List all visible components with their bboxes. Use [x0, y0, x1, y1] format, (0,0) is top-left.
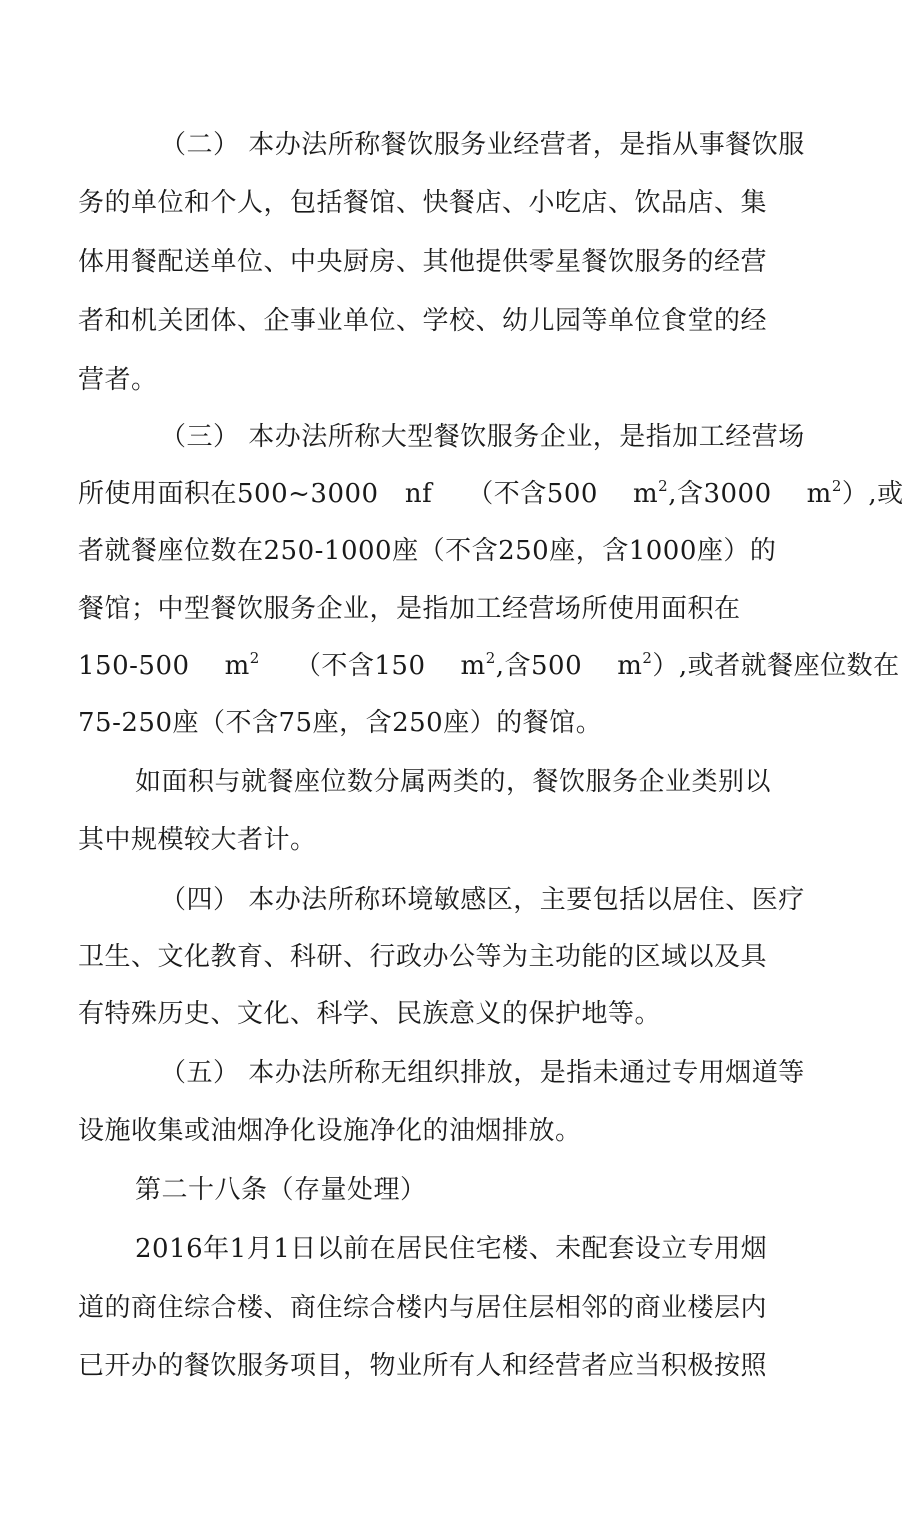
- paragraph-2-line-1: （二） 本办法所称餐饮服务业经营者，是指从事餐饮服: [160, 130, 805, 160]
- text-segment: ）,或者就餐座位数在: [652, 651, 900, 681]
- paragraph-4-line-1: （四） 本办法所称环境敏感区，主要包括以居住、医疗: [160, 885, 805, 915]
- stock-paragraph-line-1: 2016年1月1日以前在居民住宅楼、未配套设立专用烟: [135, 1234, 768, 1264]
- paragraph-3-line-2: [78, 478, 904, 510]
- text-segment: （不含150 m: [259, 651, 486, 681]
- paragraph-3-line-1: （三） 本办法所称大型餐饮服务企业，是指加工经营场: [160, 422, 805, 452]
- text-segment: ,含3000 m: [668, 479, 832, 509]
- paragraph-2-line-3: 体用餐配送单位、中央厨房、其他提供零星餐饮服务的经营: [78, 247, 768, 277]
- stock-paragraph-line-3: 已开办的餐饮服务项目，物业所有人和经营者应当积极按照: [78, 1351, 768, 1381]
- note-line-1: 如面积与就餐座位数分属两类的，餐饮服务企业类别以: [135, 767, 772, 797]
- text-segment: ）,或: [841, 479, 904, 509]
- paragraph-3-line-5: [78, 650, 900, 682]
- paragraph-3-line-4: 餐馆；中型餐饮服务企业，是指加工经营场所使用面积在: [78, 594, 741, 624]
- superscript: 2: [249, 649, 260, 667]
- paragraph-4-line-2: 卫生、文化教育、科研、行政办公等为主功能的区域以及具: [78, 942, 768, 972]
- superscript: 2: [831, 477, 842, 495]
- paragraph-4-line-3: 有特殊历史、文化、科学、民族意义的保护地等。: [78, 999, 662, 1029]
- superscript: 2: [485, 649, 496, 667]
- paragraph-3-line-3: 者就餐座位数在250-1000座（不含250座，含1000座）的: [78, 536, 777, 566]
- paragraph-2-line-4: 者和机关团体、企事业单位、学校、幼儿园等单位食堂的经: [78, 306, 768, 336]
- note-line-2: 其中规模较大者计。: [78, 825, 317, 855]
- superscript: 2: [658, 477, 669, 495]
- text-segment: 所使用面积在500~3000 nf （不含500 m: [78, 479, 659, 509]
- paragraph-2-line-5: 营者。: [78, 365, 158, 395]
- paragraph-3-line-6: 75-250座（不含75座，含250座）的餐馆。: [78, 708, 603, 738]
- text-segment: 150-500 m: [78, 651, 250, 681]
- text-segment: ,含500 m: [495, 651, 643, 681]
- paragraph-5-line-1: （五） 本办法所称无组织排放，是指未通过专用烟道等: [160, 1058, 805, 1088]
- paragraph-2-line-2: 务的单位和个人，包括餐馆、快餐店、小吃店、饮品店、集: [78, 188, 768, 218]
- superscript: 2: [642, 649, 653, 667]
- paragraph-5-line-2: 设施收集或油烟净化设施净化的油烟排放。: [78, 1116, 582, 1146]
- article-28-heading: 第二十八条（存量处理）: [135, 1175, 427, 1205]
- stock-paragraph-line-2: 道的商住综合楼、商住综合楼内与居住层相邻的商业楼层内: [78, 1293, 768, 1323]
